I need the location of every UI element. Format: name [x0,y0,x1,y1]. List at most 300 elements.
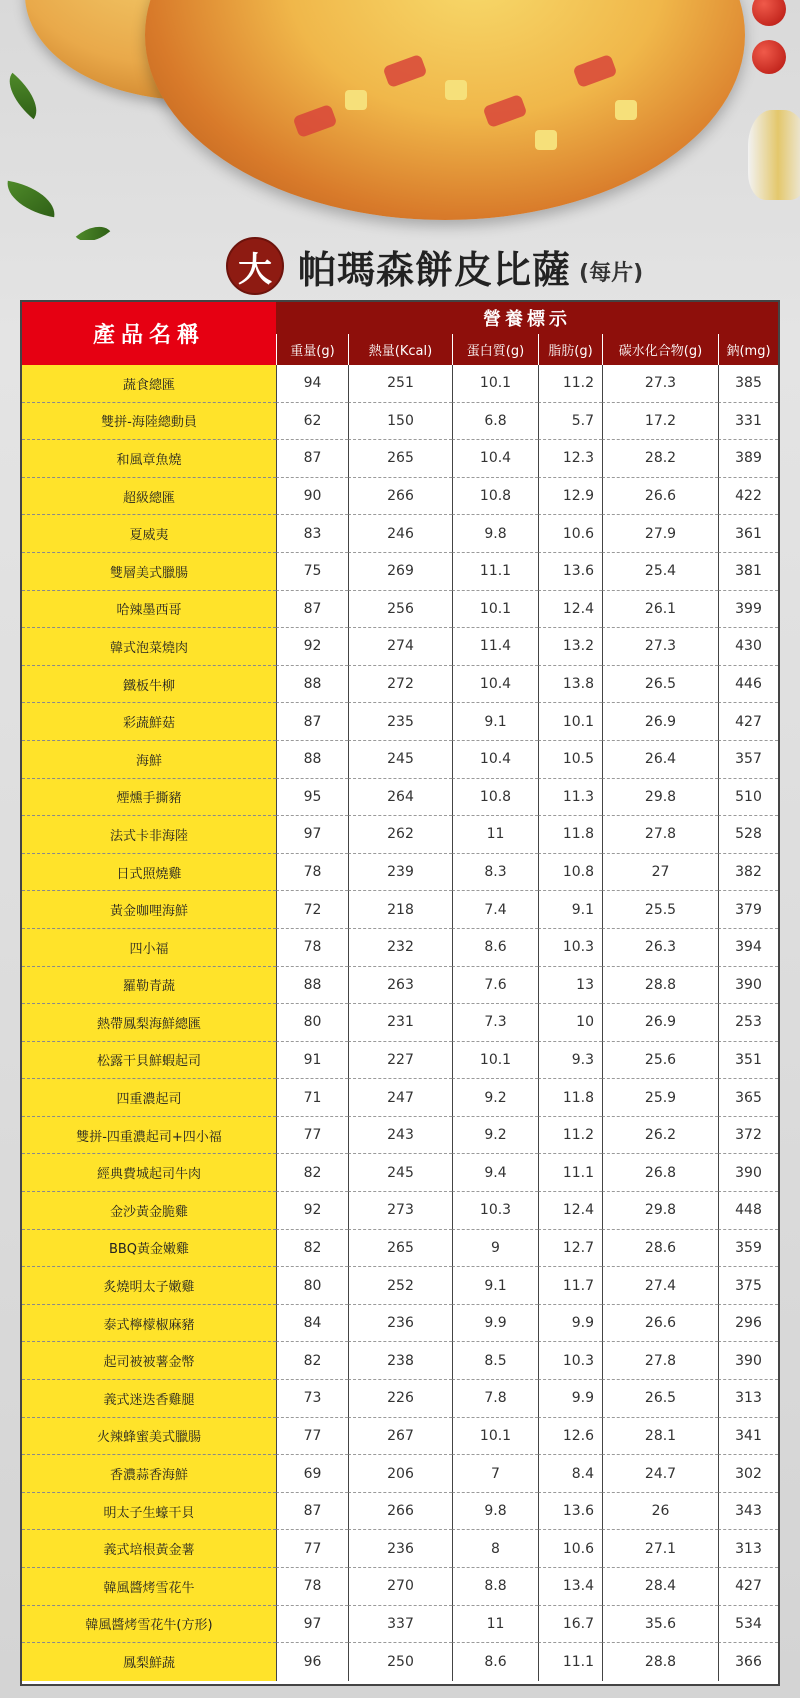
value-cell: 236 [348,1530,452,1568]
value-cell: 27.3 [602,365,718,403]
value-cell: 331 [718,403,778,441]
value-cell: 7.8 [452,1380,538,1418]
value-cell: 430 [718,628,778,666]
product-name-cell: 火辣蜂蜜美式臘腸 [22,1418,276,1456]
table-row [22,854,778,892]
value-cell: 9.9 [538,1305,602,1343]
value-cell: 361 [718,515,778,553]
value-cell: 10.5 [538,741,602,779]
table-row [22,478,778,516]
table-row [22,891,778,929]
value-cell: 11 [452,816,538,854]
value-cell: 26.8 [602,1154,718,1192]
value-cell: 390 [718,1154,778,1192]
value-cell: 12.4 [538,591,602,629]
table-row [22,1643,778,1681]
value-cell: 365 [718,1079,778,1117]
title-main: 帕瑪森餅皮比薩 [298,247,572,292]
value-cell: 250 [348,1643,452,1681]
value-cell: 12.4 [538,1192,602,1230]
value-cell: 77 [276,1530,348,1568]
value-cell: 11.3 [538,779,602,817]
basil-leaf-icon [3,181,59,218]
value-cell: 25.5 [602,891,718,929]
value-cell: 27.8 [602,1342,718,1380]
value-cell: 372 [718,1117,778,1155]
value-cell: 10.3 [452,1192,538,1230]
product-name-cell: 松露干貝鮮蝦起司 [22,1042,276,1080]
value-cell: 90 [276,478,348,516]
value-cell: 446 [718,666,778,704]
value-cell: 10.3 [538,1342,602,1380]
product-name-cell: 四重濃起司 [22,1079,276,1117]
value-cell: 510 [718,779,778,817]
table-row [22,1267,778,1305]
table-row [22,1230,778,1268]
value-cell: 13 [538,967,602,1005]
value-cell: 10.8 [452,779,538,817]
value-cell: 26.1 [602,591,718,629]
table-row [22,1418,778,1456]
value-cell: 11.1 [538,1643,602,1681]
value-cell: 26.6 [602,478,718,516]
value-cell: 17.2 [602,403,718,441]
value-cell: 10.1 [452,1418,538,1456]
value-cell: 8.4 [538,1455,602,1493]
value-cell: 270 [348,1568,452,1606]
value-cell: 82 [276,1154,348,1192]
value-cell: 13.2 [538,628,602,666]
product-name-cell: 炙燒明太子嫩雞 [22,1267,276,1305]
value-cell: 16.7 [538,1606,602,1644]
product-name-cell: 四小福 [22,929,276,967]
value-cell: 26.9 [602,1004,718,1042]
value-cell: 231 [348,1004,452,1042]
value-cell: 28.8 [602,967,718,1005]
value-cell: 87 [276,440,348,478]
value-cell: 9.1 [538,891,602,929]
table-body [22,365,778,1681]
value-cell: 7 [452,1455,538,1493]
product-name-cell: 明太子生蠔干貝 [22,1493,276,1531]
value-cell: 27.4 [602,1267,718,1305]
product-name-cell: 法式卡非海陸 [22,816,276,854]
value-cell: 351 [718,1042,778,1080]
product-name-cell: 熱帶鳳梨海鮮總匯 [22,1004,276,1042]
value-cell: 10.1 [538,703,602,741]
value-cell: 26.4 [602,741,718,779]
value-cell: 84 [276,1305,348,1343]
value-cell: 265 [348,440,452,478]
value-cell: 5.7 [538,403,602,441]
value-cell: 427 [718,1568,778,1606]
value-cell: 9.2 [452,1079,538,1117]
product-name-cell: 日式照燒雞 [22,854,276,892]
value-cell: 390 [718,1342,778,1380]
value-cell: 78 [276,1568,348,1606]
product-name-cell: 和風章魚燒 [22,440,276,478]
value-cell: 11.2 [538,365,602,403]
table-row [22,929,778,967]
value-cell: 28.6 [602,1230,718,1268]
value-cell: 12.3 [538,440,602,478]
value-cell: 10.3 [538,929,602,967]
value-cell: 9 [452,1230,538,1268]
value-cell: 7.6 [452,967,538,1005]
value-cell: 27.1 [602,1530,718,1568]
value-cell: 25.9 [602,1079,718,1117]
value-cell: 357 [718,741,778,779]
value-cell: 75 [276,553,348,591]
value-cell: 78 [276,854,348,892]
value-cell: 12.6 [538,1418,602,1456]
basil-leaf-icon [0,73,48,119]
table-row [22,741,778,779]
value-cell: 150 [348,403,452,441]
table-row [22,1606,778,1644]
value-cell: 382 [718,854,778,892]
value-cell: 11 [452,1606,538,1644]
value-cell: 10.4 [452,741,538,779]
value-cell: 82 [276,1230,348,1268]
value-cell: 8 [452,1530,538,1568]
product-name-cell: 義式迷迭香雞腿 [22,1380,276,1418]
table-row [22,666,778,704]
value-cell: 87 [276,703,348,741]
table-row [22,1455,778,1493]
table-row [22,628,778,666]
value-cell: 80 [276,1004,348,1042]
value-cell: 273 [348,1192,452,1230]
value-cell: 269 [348,553,452,591]
value-cell: 10.4 [452,666,538,704]
table-row [22,1154,778,1192]
value-cell: 92 [276,628,348,666]
basil-leaf-icon [76,217,111,240]
value-cell: 13.4 [538,1568,602,1606]
value-cell: 28.1 [602,1418,718,1456]
product-name-cell: 雙層美式臘腸 [22,553,276,591]
value-cell: 236 [348,1305,452,1343]
product-name-cell: 經典費城起司牛肉 [22,1154,276,1192]
value-cell: 8.3 [452,854,538,892]
product-name-cell: 超級總匯 [22,478,276,516]
value-cell: 80 [276,1267,348,1305]
value-cell: 238 [348,1342,452,1380]
value-cell: 94 [276,365,348,403]
value-cell: 11.1 [538,1154,602,1192]
value-cell: 266 [348,1493,452,1531]
value-cell: 87 [276,591,348,629]
column-header-fat: 脂肪(g) [538,334,602,365]
value-cell: 27.9 [602,515,718,553]
value-cell: 9.9 [538,1380,602,1418]
value-cell: 427 [718,703,778,741]
product-name-cell: 海鮮 [22,741,276,779]
value-cell: 375 [718,1267,778,1305]
value-cell: 10.1 [452,365,538,403]
value-cell: 9.4 [452,1154,538,1192]
value-cell: 381 [718,553,778,591]
table-row [22,779,778,817]
value-cell: 247 [348,1079,452,1117]
table-row [22,1568,778,1606]
value-cell: 73 [276,1380,348,1418]
value-cell: 10 [538,1004,602,1042]
table-row [22,365,778,403]
value-cell: 88 [276,666,348,704]
value-cell: 296 [718,1305,778,1343]
product-name-cell: 哈辣墨西哥 [22,591,276,629]
value-cell: 343 [718,1493,778,1531]
value-cell: 245 [348,741,452,779]
product-name-cell: 泰式檸檬椒麻豬 [22,1305,276,1343]
product-name-cell: 蔬食總匯 [22,365,276,403]
value-cell: 390 [718,967,778,1005]
value-cell: 313 [718,1380,778,1418]
value-cell: 253 [718,1004,778,1042]
value-cell: 246 [348,515,452,553]
value-cell: 274 [348,628,452,666]
value-cell: 10.4 [452,440,538,478]
table-row [22,440,778,478]
value-cell: 218 [348,891,452,929]
table-row [22,553,778,591]
product-name-header: 產品名稱 [22,302,276,365]
table-row [22,1530,778,1568]
value-cell: 26.3 [602,929,718,967]
value-cell: 88 [276,967,348,1005]
value-cell: 29.8 [602,1192,718,1230]
value-cell: 11.1 [452,553,538,591]
value-cell: 26.6 [602,1305,718,1343]
value-cell: 11.4 [452,628,538,666]
value-cell: 11.2 [538,1117,602,1155]
value-cell: 26.5 [602,1380,718,1418]
table-row [22,1192,778,1230]
table-row [22,591,778,629]
value-cell: 27.3 [602,628,718,666]
value-cell: 97 [276,1606,348,1644]
value-cell: 35.6 [602,1606,718,1644]
value-cell: 251 [348,365,452,403]
value-cell: 394 [718,929,778,967]
column-header-calories: 熱量(Kcal) [348,334,452,365]
value-cell: 62 [276,403,348,441]
table-row [22,515,778,553]
table-row [22,1042,778,1080]
value-cell: 28.4 [602,1568,718,1606]
table-row [22,403,778,441]
value-cell: 389 [718,440,778,478]
product-name-cell: 韓式泡菜燒肉 [22,628,276,666]
nutrition-table [20,300,780,1686]
column-header-protein: 蛋白質(g) [452,334,538,365]
table-row [22,1079,778,1117]
value-cell: 25.4 [602,553,718,591]
value-cell: 385 [718,365,778,403]
column-header-carbs: 碳水化合物(g) [602,334,718,365]
product-name-cell: 鳳梨鮮蔬 [22,1643,276,1681]
value-cell: 243 [348,1117,452,1155]
value-cell: 28.8 [602,1643,718,1681]
value-cell: 265 [348,1230,452,1268]
tomato-icon [752,0,786,26]
table-row [22,1117,778,1155]
value-cell: 359 [718,1230,778,1268]
product-name-cell: 雙拼-四重濃起司+四小福 [22,1117,276,1155]
value-cell: 8.5 [452,1342,538,1380]
table-row [22,1493,778,1531]
tomato-icon [752,40,786,74]
value-cell: 82 [276,1342,348,1380]
table-row [22,1342,778,1380]
value-cell: 9.9 [452,1305,538,1343]
value-cell: 267 [348,1418,452,1456]
value-cell: 77 [276,1418,348,1456]
value-cell: 9.3 [538,1042,602,1080]
value-cell: 69 [276,1455,348,1493]
value-cell: 95 [276,779,348,817]
value-cell: 27.8 [602,816,718,854]
value-cell: 272 [348,666,452,704]
value-cell: 10.1 [452,1042,538,1080]
value-cell: 337 [348,1606,452,1644]
product-name-cell: 義式培根黃金薯 [22,1530,276,1568]
value-cell: 72 [276,891,348,929]
table-row [22,816,778,854]
page-title [226,238,643,294]
value-cell: 9.1 [452,703,538,741]
value-cell: 26.2 [602,1117,718,1155]
value-cell: 264 [348,779,452,817]
value-cell: 26 [602,1493,718,1531]
value-cell: 239 [348,854,452,892]
product-name-cell: 羅勒青蔬 [22,967,276,1005]
value-cell: 227 [348,1042,452,1080]
pizza-image [145,0,745,220]
column-header-weight: 重量(g) [276,334,348,365]
value-cell: 9.8 [452,1493,538,1531]
value-cell: 252 [348,1267,452,1305]
value-cell: 9.8 [452,515,538,553]
value-cell: 10.6 [538,515,602,553]
product-name-cell: 彩蔬鮮菇 [22,703,276,741]
value-cell: 232 [348,929,452,967]
value-cell: 10.8 [452,478,538,516]
value-cell: 226 [348,1380,452,1418]
table-row [22,703,778,741]
value-cell: 25.6 [602,1042,718,1080]
size-badge: 大 [226,237,284,295]
value-cell: 256 [348,591,452,629]
value-cell: 10.8 [538,854,602,892]
title-sub: (每片) [579,260,644,286]
value-cell: 29.8 [602,779,718,817]
product-name-cell: 韓風醬烤雪花牛(方形) [22,1606,276,1644]
product-name-cell: 香濃蒜香海鮮 [22,1455,276,1493]
value-cell: 379 [718,891,778,929]
table-row [22,967,778,1005]
value-cell: 6.8 [452,403,538,441]
value-cell: 91 [276,1042,348,1080]
table-row [22,1305,778,1343]
product-name-cell: BBQ黃金嫩雞 [22,1230,276,1268]
value-cell: 366 [718,1643,778,1681]
value-cell: 422 [718,478,778,516]
value-cell: 528 [718,816,778,854]
product-name-cell: 夏威夷 [22,515,276,553]
value-cell: 28.2 [602,440,718,478]
value-cell: 96 [276,1643,348,1681]
product-name-cell: 起司被被薯金幣 [22,1342,276,1380]
value-cell: 534 [718,1606,778,1644]
value-cell: 92 [276,1192,348,1230]
value-cell: 9.2 [452,1117,538,1155]
product-name-cell: 金沙黃金脆雞 [22,1192,276,1230]
value-cell: 83 [276,515,348,553]
value-cell: 12.9 [538,478,602,516]
value-cell: 27 [602,854,718,892]
value-cell: 399 [718,591,778,629]
nutrition-group-header: 營養標示 [276,302,778,334]
value-cell: 313 [718,1530,778,1568]
product-name-cell: 雙拼-海陸總動員 [22,403,276,441]
value-cell: 448 [718,1192,778,1230]
value-cell: 11.7 [538,1267,602,1305]
value-cell: 13.6 [538,1493,602,1531]
value-cell: 11.8 [538,1079,602,1117]
product-name-cell: 韓風醬烤雪花牛 [22,1568,276,1606]
value-cell: 78 [276,929,348,967]
product-name-cell: 鐵板牛柳 [22,666,276,704]
value-cell: 97 [276,816,348,854]
value-cell: 11.8 [538,816,602,854]
table-row [22,1004,778,1042]
value-cell: 302 [718,1455,778,1493]
value-cell: 7.3 [452,1004,538,1042]
value-cell: 341 [718,1418,778,1456]
product-name-cell: 煙燻手撕豬 [22,779,276,817]
value-cell: 10.6 [538,1530,602,1568]
value-cell: 8.8 [452,1568,538,1606]
value-cell: 7.4 [452,891,538,929]
value-cell: 26.5 [602,666,718,704]
value-cell: 13.6 [538,553,602,591]
value-cell: 13.8 [538,666,602,704]
value-cell: 24.7 [602,1455,718,1493]
value-cell: 77 [276,1117,348,1155]
hero-pizza-image [0,0,800,240]
value-cell: 262 [348,816,452,854]
value-cell: 8.6 [452,1643,538,1681]
table-row [22,1380,778,1418]
value-cell: 71 [276,1079,348,1117]
value-cell: 206 [348,1455,452,1493]
olive-oil-icon [748,110,800,200]
value-cell: 88 [276,741,348,779]
value-cell: 26.9 [602,703,718,741]
column-header-sodium: 鈉(mg) [718,334,778,365]
product-name-cell: 黃金咖哩海鮮 [22,891,276,929]
value-cell: 266 [348,478,452,516]
value-cell: 10.1 [452,591,538,629]
value-cell: 9.1 [452,1267,538,1305]
value-cell: 263 [348,967,452,1005]
value-cell: 8.6 [452,929,538,967]
value-cell: 87 [276,1493,348,1531]
value-cell: 235 [348,703,452,741]
